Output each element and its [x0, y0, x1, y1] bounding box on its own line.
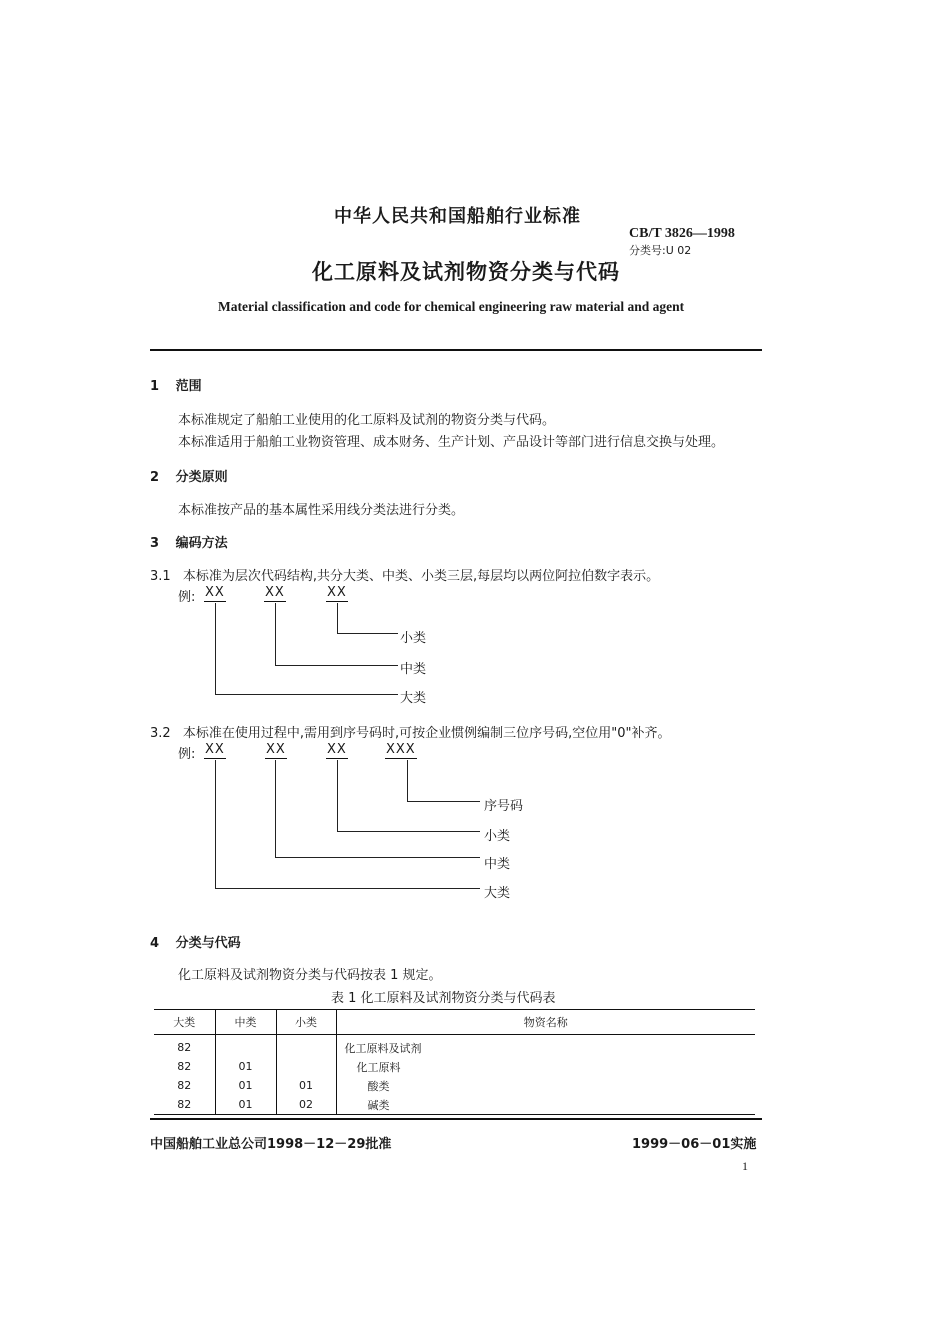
section-4-heading — [150, 932, 241, 951]
connector-middle — [275, 665, 398, 666]
table-row — [154, 1057, 755, 1076]
approval-date: 中国船舶工业总公司1998－12－29批准 — [150, 1137, 392, 1152]
column-header: 中类 — [215, 1010, 276, 1035]
cell-name: 化工原料及试剂 — [344, 1041, 422, 1055]
code-middle: XX — [266, 742, 286, 757]
connector-sequence — [407, 801, 480, 802]
cell-major: 82 — [154, 1095, 215, 1115]
section-number: 3 — [150, 536, 160, 551]
cell-major: 82 — [154, 1035, 215, 1058]
label-major: 大类 — [400, 691, 427, 706]
column-header: 小类 — [276, 1010, 336, 1035]
section-4-paragraph-1: 化工原料及试剂物资分类与代码按表 1 规定。 — [178, 968, 442, 983]
table-caption: 表 1 化工原料及试剂物资分类与代码表 — [331, 991, 556, 1006]
connector-major — [215, 694, 398, 695]
connector-minor — [337, 633, 398, 634]
code-major: XX — [205, 742, 225, 757]
section-3-heading — [150, 532, 228, 551]
table-row — [154, 1035, 755, 1058]
section-title: 编码方法 — [175, 536, 228, 551]
section-title: 范围 — [175, 379, 202, 394]
connector-middle — [275, 857, 480, 858]
connector-minor — [337, 603, 338, 633]
document-title-cn: 化工原料及试剂物资分类与代码 — [312, 260, 620, 284]
document-title-en: Material classification and code for chemical engineering raw material and agent — [218, 299, 685, 314]
connector-sequence — [407, 760, 408, 801]
cell-name: 酸类 — [367, 1079, 390, 1093]
footer-divider — [150, 1118, 762, 1120]
code-major: XX — [205, 585, 225, 600]
example-label: 例: — [178, 590, 196, 605]
clause-text: 本标准在使用过程中,需用到序号码时,可按企业惯例编制三位序号码,空位用"0"补齐。 — [182, 726, 671, 741]
code-minor: XX — [327, 742, 347, 757]
example-label: 例: — [178, 747, 196, 762]
page-number: 1 — [742, 1159, 748, 1173]
table-header-row — [154, 1010, 755, 1035]
connector-major — [215, 603, 216, 694]
table-row — [154, 1076, 755, 1095]
cell-middle: 01 — [215, 1057, 276, 1076]
standard-title: 中华人民共和国船舶行业标准 — [334, 206, 581, 227]
column-header: 大类 — [154, 1010, 215, 1035]
connector-middle — [275, 760, 276, 857]
cell-major: 82 — [154, 1057, 215, 1076]
cell-middle: 01 — [215, 1076, 276, 1095]
standard-code: CB/T 3826—1998 — [629, 226, 735, 241]
clause-text: 本标准为层次代码结构,共分大类、中类、小类三层,每层均以两位阿拉伯数字表示。 — [182, 569, 660, 584]
label-sequence: 序号码 — [484, 799, 524, 814]
classification-code: 分类号:U 02 — [629, 244, 692, 257]
section-2-heading — [150, 466, 228, 485]
label-minor: 小类 — [400, 631, 427, 646]
section-1-paragraph-1: 本标准规定了船舶工业使用的化工原料及试剂的物资分类与代码。 — [178, 413, 556, 428]
cell-name: 化工原料 — [356, 1060, 401, 1074]
column-header: 物资名称 — [336, 1010, 755, 1035]
section-number: 4 — [150, 936, 160, 951]
effective-date: 1999－06－01实施 — [632, 1137, 757, 1152]
header-divider — [150, 349, 762, 351]
clause-number: 3.1 — [150, 569, 171, 584]
code-minor: XX — [327, 585, 347, 600]
cell-minor: 02 — [276, 1095, 336, 1115]
cell-minor — [276, 1035, 336, 1058]
connector-major — [215, 760, 216, 888]
connector-middle — [275, 603, 276, 665]
clause-3-1 — [150, 565, 659, 584]
section-title: 分类与代码 — [175, 936, 241, 951]
clause-3-2 — [150, 722, 670, 741]
cell-middle: 01 — [215, 1095, 276, 1115]
section-2-paragraph-1: 本标准按产品的基本属性采用线分类法进行分类。 — [178, 503, 465, 518]
code-middle: XX — [265, 585, 285, 600]
code-sequence: XXX — [386, 742, 416, 757]
classification-table — [154, 1009, 755, 1115]
cell-minor: 01 — [276, 1076, 336, 1095]
clause-number: 3.2 — [150, 726, 171, 741]
section-1-heading — [150, 375, 202, 394]
label-middle: 中类 — [484, 857, 511, 872]
section-number: 2 — [150, 470, 160, 485]
label-middle: 中类 — [400, 662, 427, 677]
connector-minor — [337, 760, 338, 831]
connector-minor — [337, 831, 480, 832]
cell-name: 碱类 — [336, 1095, 755, 1115]
table-row — [154, 1095, 755, 1115]
cell-middle — [215, 1035, 276, 1058]
section-1-paragraph-2: 本标准适用于船舶工业物资管理、成本财务、生产计划、产品设计等部门进行信息交换与处理。 — [178, 435, 725, 450]
section-title: 分类原则 — [175, 470, 228, 485]
connector-major — [215, 888, 480, 889]
section-number: 1 — [150, 379, 160, 394]
label-minor: 小类 — [484, 829, 511, 844]
cell-minor — [276, 1057, 336, 1076]
cell-major: 82 — [154, 1076, 215, 1095]
label-major: 大类 — [484, 886, 511, 901]
